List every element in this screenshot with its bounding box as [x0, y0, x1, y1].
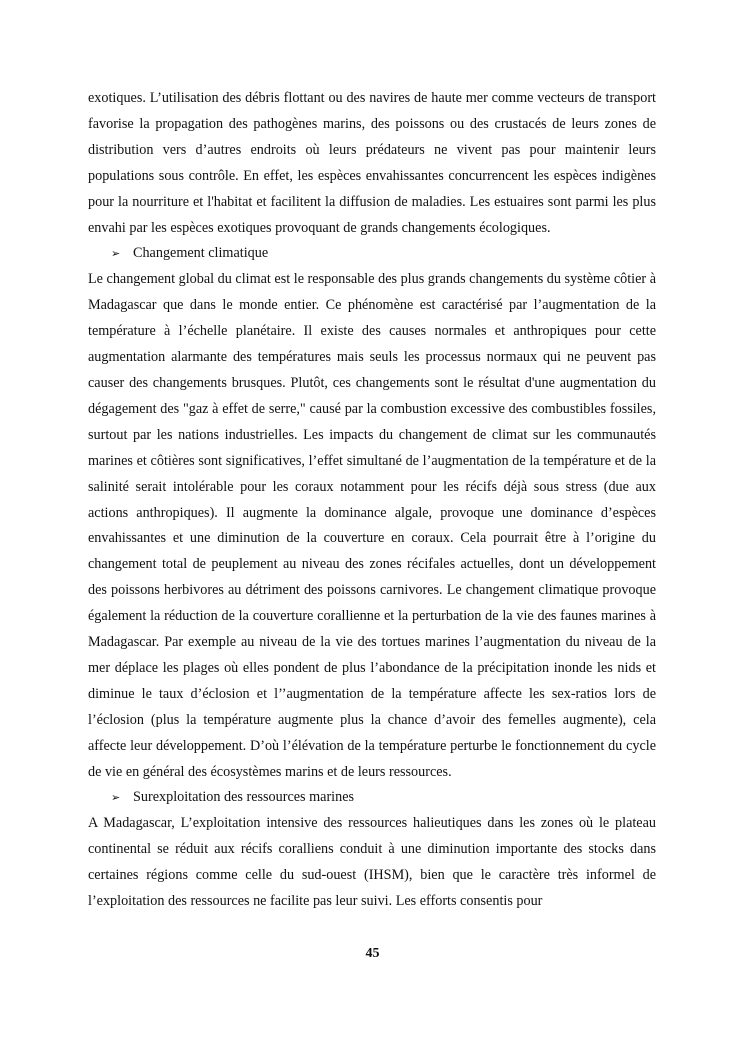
bullet-overexploitation	[88, 785, 656, 811]
arrow-bullet-icon: ➢	[111, 247, 121, 261]
bullet-label: Changement climatique	[133, 245, 269, 262]
page-number: 45	[365, 946, 380, 961]
paragraph-climate-change: Le changement global du climat est le responsable des plus grands changements du système côtier à Madagascar que dans le monde entier. Ce phénomène est caractérisé par l’augmentation de la température à l’échelle planétaire. Il existe des causes normales et anthropiques pour cette augmentation alarmante des températures mais seuls les processus normaux qui ne peuvent pas causer des changements brusques. Plutôt, ces changements sont le résultat d'une augmentation du dégagement des "gaz à effet de serre," causé par la combustion excessive des combustibles fossiles, surtout par les nations industrielles. Les impacts du changement de climat sur les communautés marines et côtières sont significatives, l’effet simultané de l’augmentation de la température et de la salinité serait intolérable pour les coraux notamment pour les récifs déjà sous stress (due aux actions anthropiques). Il augmente la dominance algale, provoque une dominance d’espèces envahissantes et une diminution de la couverture en coraux. Cela pourrait être à l’origine du changement total de peuplement au niveau des zones récifales actuelles, dont un développement des poissons herbivores au détriment des poissons carnivores. Le changement climatique provoque également la réduction de la couverture corallienne et la perturbation de la vie des faunes marines à Madagascar. Par exemple au niveau de la vie des tortues marines l’augmentation du niveau de la mer déplace les plages où elles pondent de plus l’abondance de la précipitation inonde les nids et diminue le taux d’éclosion et l’’augmentation de la température affecte les sex-ratios lors de l’éclosion (plus la température augmente plus la chance d’avoir des femelles augmente), cela affecte leur développement. D’où l’élévation de la température perturbe le fonctionnement du cycle de vie en général des écosystèmes marins et de leurs ressources.	[88, 271, 656, 780]
arrow-bullet-icon: ➢	[111, 791, 121, 805]
paragraph-overexploitation: A Madagascar, L’exploitation intensive des ressources halieutiques dans les zones où le plateau continental se réduit aux récifs coralliens conduit à une diminution importante des stocks dans certaines régions comme celle du sud-ouest (IHSM), bien que le caractère très informel de l’exploitation des ressources ne facilite pas leur suivi. Les efforts consentis pour	[88, 815, 656, 910]
paragraph-invasive-species: exotiques. L’utilisation des débris flottant ou des navires de haute mer comme vecteurs de transport favorise la propagation des pathogènes marins, des poissons ou des crustacés de leurs zones de distribution vers d’autres endroits où leurs prédateurs ne vivent pas pour maintenir leurs populations sous contrôle. En effet, les espèces envahissantes concurrencent les espèces indigènes pour la nourriture et l'habitat et facilitent la diffusion de maladies. Les estuaires sont parmi les plus envahi par les espèces exotiques provoquant de grands changements écologiques.	[88, 90, 656, 236]
bullet-label: Surexploitation des ressources marines	[133, 789, 355, 806]
bullet-climate-change	[88, 241, 656, 267]
body-text	[88, 86, 656, 915]
